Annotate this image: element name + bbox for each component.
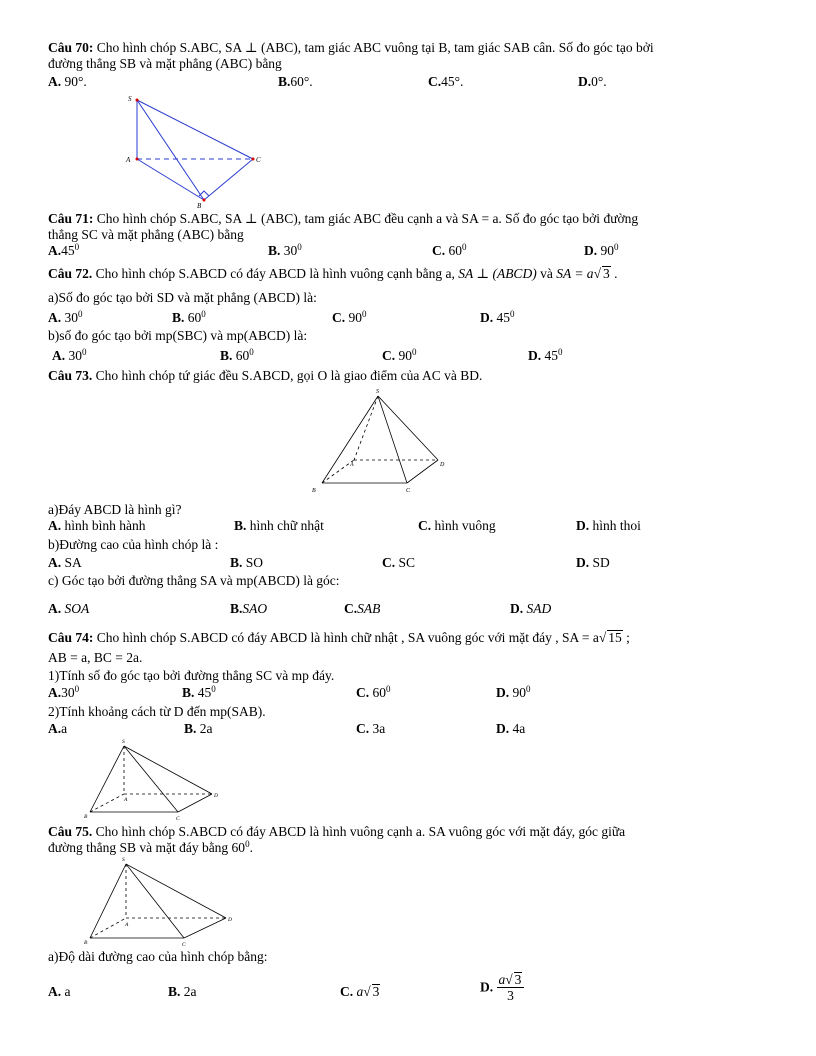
q74-2-option-b[interactable]: B. 2a — [184, 721, 213, 736]
q73-label-b: B — [312, 488, 316, 494]
q73-label-s: S — [376, 389, 379, 395]
q73a-option-b[interactable]: B. hình chữ nhật — [234, 518, 324, 533]
q70-pyramid-figure — [120, 92, 270, 210]
q71-text1: Cho hình chóp S.ABC, SA ⊥ (ABC), tam giác ABC đều cạnh a và SA = a. Số đo góc tạo bởi đường — [93, 211, 639, 226]
q73-label-c: C — [406, 488, 411, 494]
q72b-option-b[interactable]: B. $60^0$ — [220, 347, 254, 363]
q72-part-b: b)số đo góc tạo bởi mp(SBC) và mp(ABCD) là: — [48, 328, 308, 343]
q72a-option-c[interactable]: C. $90^0$ — [332, 309, 367, 325]
q71-text2: thẳng SC và mặt phẳng (ABC) bằng — [48, 227, 244, 242]
q74-part-2: 2)Tính khoảng cách từ D đến mp(SAB). — [48, 704, 266, 719]
q73-label: Câu 73. — [48, 368, 93, 383]
q73a-option-a[interactable]: A. hình bình hành — [48, 518, 146, 533]
q75-option-d-fraction: $\frac{a√ 3}{3}$ — [497, 972, 525, 1003]
q73b-option-d[interactable]: D. SD — [576, 555, 610, 570]
q75-text2: đường thẳng SB và mặt đáy bằng $60^0$. — [48, 839, 253, 855]
q70-option-b[interactable]: B.60°. — [278, 74, 313, 89]
q70-line1 — [48, 40, 654, 56]
q75-pyramid-figure — [84, 854, 234, 948]
q74-label-c: C — [176, 816, 180, 822]
q75-label-s: S — [122, 857, 125, 863]
q74-1-option-d[interactable]: D. $90^0$ — [496, 684, 531, 700]
q74-2-option-d[interactable]: D. 4a — [496, 721, 526, 736]
q70-option-c[interactable]: C.45°. — [428, 74, 464, 89]
q74-label-b: B — [84, 814, 88, 820]
q70-label-c: C — [256, 156, 261, 164]
q72a-option-b[interactable]: B. $60^0$ — [172, 309, 206, 325]
q70-text2: đường thẳng SB và mặt phẳng (ABC) bằng — [48, 56, 282, 71]
q73b-option-a[interactable]: A. SA — [48, 555, 82, 570]
q71-option-a[interactable]: $A.45^0$ — [48, 242, 80, 258]
q70-text1: Cho hình chóp S.ABC, SA ⊥ (ABC), tam giác ABC vuông tại B, tam giác SAB cân. Số đo góc tạo bởi — [93, 40, 654, 55]
q74-2-option-a[interactable]: A.a — [48, 721, 68, 736]
q71-option-c[interactable]: C. $60^0$ — [432, 242, 467, 258]
q75-part-a: a)Độ dài đường cao của hình chóp bằng: — [48, 949, 268, 964]
q73a-option-d[interactable]: D. hình thoi — [576, 518, 641, 533]
q71-option-b[interactable]: B. $30^0$ — [268, 242, 302, 258]
q74-pyramid-figure — [84, 738, 224, 822]
q73c-option-c[interactable]: C.SAB — [344, 601, 381, 616]
q75-label-a: A — [125, 922, 129, 928]
q75-option-b[interactable]: B. 2a — [168, 984, 197, 999]
q74-label: Câu 74: — [48, 630, 94, 645]
q75-option-d[interactable]: D. $\frac{a√ 3}{3}$ — [480, 972, 524, 1003]
q74-label-s: S — [122, 739, 125, 745]
q70-label-b: B — [197, 202, 202, 210]
q73-part-c: c) Góc tạo bởi đường thẳng SA và mp(ABCD) là góc: — [48, 573, 340, 588]
q74-line1: Câu 74: Cho hình chóp S.ABCD có đáy ABCD là hình chữ nhật , SA vuông góc với mặt đáy , SA = a√ 15 ; — [48, 630, 630, 645]
q75-label-d: D — [228, 917, 232, 923]
q73-label-a: A — [350, 462, 354, 468]
q75-label: Câu 75. — [48, 824, 93, 839]
q74-label-d: D — [214, 793, 218, 799]
q70-option-d[interactable]: D.0°. — [578, 74, 607, 89]
q73-part-a: a)Đáy ABCD là hình gì? — [48, 502, 182, 517]
q74-text2: AB = a, BC = 2a. — [48, 650, 143, 665]
q74-label-a: A — [124, 797, 128, 803]
q75-line1: Câu 75. Cho hình chóp S.ABCD có đáy ABCD là hình vuông cạnh a. SA vuông góc với mặt đáy, góc giữa — [48, 824, 626, 839]
q70-label: Câu 70: — [48, 40, 94, 55]
q71-option-d[interactable]: D. $90^0$ — [584, 242, 619, 258]
q73-part-b: b)Đường cao của hình chóp là : — [48, 537, 219, 552]
q73c-option-d[interactable]: D. SAD — [510, 601, 552, 616]
q73-pyramid-figure — [310, 388, 450, 496]
q70-label-a: A — [126, 156, 131, 164]
q72b-option-d[interactable]: D. $45^0$ — [528, 347, 563, 363]
q75-label-c: C — [182, 942, 186, 948]
q72a-option-d[interactable]: D. $45^0$ — [480, 309, 515, 325]
q73a-option-c[interactable]: C. hình vuông — [418, 518, 496, 533]
q73-line1: Câu 73. Cho hình chóp tứ giác đều S.ABCD, gọi O là giao điểm của AC và BD. — [48, 368, 483, 383]
q72-label: Câu 72. — [48, 266, 93, 281]
q72-part-a: a)Số đo góc tạo bởi SD và mặt phẳng (ABCD) là: — [48, 290, 317, 305]
q73b-option-c[interactable]: C. SC — [382, 555, 416, 570]
q74-1-option-b[interactable]: B. $45^0$ — [182, 684, 216, 700]
q70-option-a[interactable]: A. 90°. — [48, 74, 87, 89]
q72a-option-a[interactable]: A. $30^0$ — [48, 309, 83, 325]
q75-label-b: B — [84, 940, 88, 946]
q74-part-1: 1)Tính số đo góc tạo bởi đường thẳng SC và mp đáy. — [48, 668, 335, 683]
q74-2-option-c[interactable]: C. 3a — [356, 721, 386, 736]
q73b-option-b[interactable]: B. SO — [230, 555, 264, 570]
q73-label-d: D — [440, 462, 445, 468]
q72b-option-a[interactable]: A. $30^0$ — [52, 347, 87, 363]
q73c-option-a[interactable]: A. SOA — [48, 601, 90, 616]
q71-label: Câu 71: — [48, 211, 94, 226]
q74-1-option-a[interactable]: $A.30^0$ — [48, 684, 80, 700]
q74-1-option-c[interactable]: C. $60^0$ — [356, 684, 391, 700]
q73c-option-b[interactable]: B.SAO — [230, 601, 268, 616]
q75-option-a[interactable]: A. a — [48, 984, 71, 999]
q72b-option-c[interactable]: C. $90^0$ — [382, 347, 417, 363]
q72-line1: Câu 72. Cho hình chóp S.ABCD có đáy ABCD là hình vuông cạnh bằng a, SA ⊥ (ABCD) và SA = a√ 3 . — [48, 266, 618, 281]
q70-label-s: S — [128, 95, 132, 103]
q75-option-c[interactable]: C. a√ 3 — [340, 984, 380, 999]
q71-line1 — [48, 211, 638, 227]
